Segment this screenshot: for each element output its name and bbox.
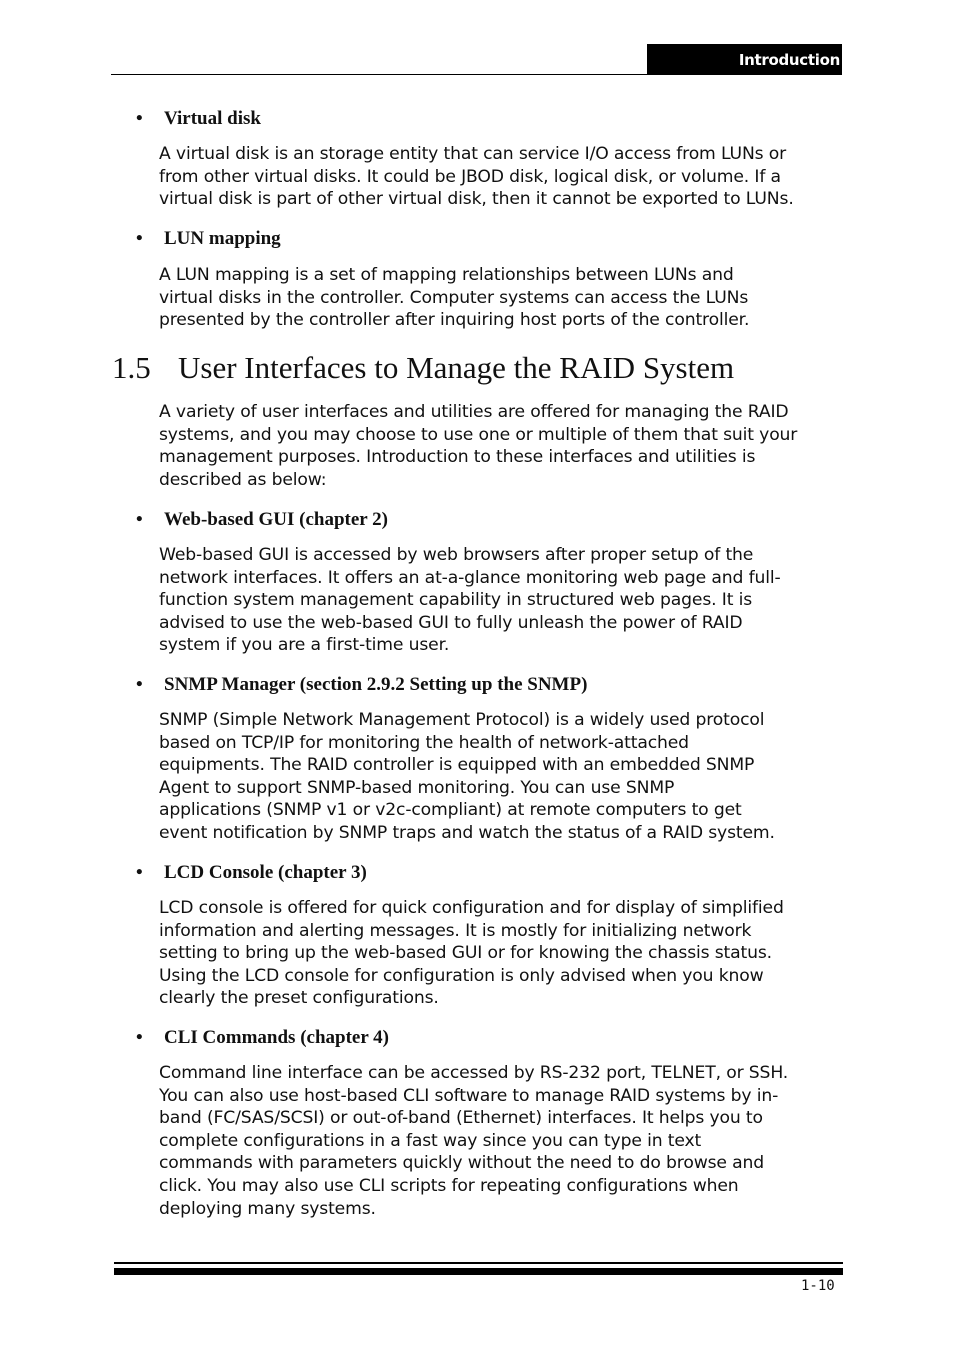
footer-rule-thin (114, 1262, 843, 1264)
bullet-heading-virtual-disk: • Virtual disk (136, 108, 261, 129)
bullet-icon: • (136, 108, 143, 129)
bullet-icon: • (136, 509, 143, 530)
bullet-icon: • (136, 1027, 143, 1048)
bullet-heading-cli: • CLI Commands (chapter 4) (136, 1027, 390, 1048)
bullet-heading-web-gui: • Web-based GUI (chapter 2) (136, 509, 388, 530)
bullet-icon: • (136, 674, 143, 695)
bullet-heading-snmp: • SNMP Manager (section 2.9.2 Setting up the SNMP) (136, 674, 588, 695)
header-chapter-tab: Introduction (647, 44, 842, 75)
paragraph-web-gui: Web-based GUI is accessed by web browsers after proper setup of the network interfaces. It offers an at-a-glance monitoring web page and full- function system management capability in structured web pages. It is advised to use the web-based GUI to fully unleash the power of RAID system if you are a first-time user. (159, 545, 781, 656)
paragraph-lun-mapping: A LUN mapping is a set of mapping relationships between LUNs and virtual disks in the controller. Computer systems can access the LUNs presented by the controller after inquiring host ports of the controller. (159, 265, 750, 331)
page-number: 1-10 (801, 1278, 835, 1294)
bullet-icon: • (136, 228, 143, 249)
bullet-heading-lcd: • LCD Console (chapter 3) (136, 862, 367, 883)
section-title: 1.5 User Interfaces to Manage the RAID System (112, 350, 735, 385)
footer-rule-thick (114, 1268, 843, 1275)
paragraph-snmp: SNMP (Simple Network Management Protocol) is a widely used protocol based on TCP/IP for monitoring the health of network-attached equipments. The RAID controller is equipped with an embedded SNMP Agent to support SNMP-based monitoring. You can use SNMP applications (SNMP v1 or v2c-compliant) at remote computers to get event notification by SNMP traps and watch the status of a RAID system. (159, 710, 775, 843)
bullet-icon: • (136, 862, 143, 883)
paragraph-intro: A variety of user interfaces and utilities are offered for managing the RAID systems, and you may choose to use one or multiple of them that suit your management purposes. Introduction to these interfaces and utilities is described as below: (159, 402, 798, 490)
header-rule (111, 74, 647, 75)
paragraph-cli: Command line interface can be accessed by RS-232 port, TELNET, or SSH. You can also use host-based CLI software to manage RAID systems by in- band (FC/SAS/SCSI) or out-of-band (Ethernet) interfaces. It helps you to complete configurations in a fast way since you can type in text commands with parameters quickly without the need to do browse and click. You may also use CLI scripts for repeating configurations when deploying many systems. (159, 1063, 789, 1219)
paragraph-lcd: LCD console is offered for quick configuration and for display of simplified information and alerting messages. It is mostly for initializing network setting to bring up the web-based GUI or for knowing the chassis status. Using the LCD console for configuration is only advised when you know clearly the preset configurations. (159, 898, 784, 1009)
paragraph-virtual-disk: A virtual disk is an storage entity that can service I/O access from LUNs or from other virtual disks. It could be JBOD disk, logical disk, or volume. If a virtual disk is part of other virtual disk, then it cannot be exported to LUNs. (159, 144, 794, 210)
bullet-heading-lun-mapping: • LUN mapping (136, 228, 281, 249)
